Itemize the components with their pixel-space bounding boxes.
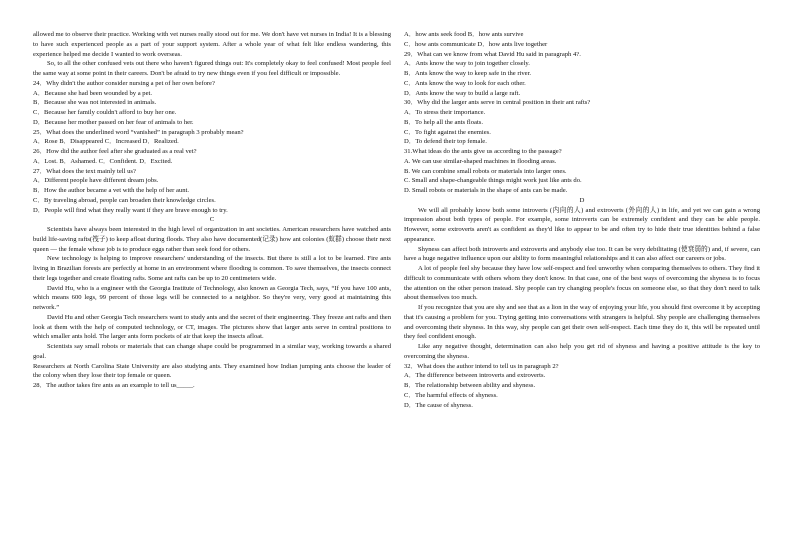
option-d: D．To defend their top female. bbox=[404, 138, 487, 146]
paragraph: Shyness can affect both introverts and extroverts and anybody else too. It can be very debilitating (使衰弱的) and, if severe, can have a huge negative influence upon our ability to form meaningful relationships and it can also affect our careers or jobs. bbox=[404, 245, 760, 263]
option-b: B. We can combine small robots or materials into larger ones. bbox=[404, 167, 567, 175]
option-b: B．To help all the ants floats. bbox=[404, 118, 484, 126]
question-stem: 26．How did the author feel after she graduated as a real vet? bbox=[33, 148, 197, 155]
question-stem: 27．What does the text mainly tell us? bbox=[33, 167, 136, 175]
question-stem: 25．What does the underlined word “vanished” in paragraph 3 probably mean? bbox=[33, 128, 244, 136]
option-b: B．How the author became a vet with the help of her aunt. bbox=[33, 187, 190, 194]
paragraph: A lot of people feel shy because they have low self-respect and feel unworthy when comparing themselves to others. They find it difficult to communicate with others whom they don't know. In that case, one of the best ways of overcoming the shyness is to focus the attention on the other person instead. Shy people can try changing people's focus on someone else, so that they don't need to talk about themselves too much. bbox=[404, 265, 760, 302]
question-stem: 29．What can we know from what David Hu said in paragraph 4?. bbox=[404, 50, 581, 58]
section-heading-c: C bbox=[209, 216, 215, 224]
paragraph: So, to all the other confused vets out there who haven't figured things out: It's completely okay to feel confused! Most people feel the same way at some point in their careers. Don't be afraid to try new things even if you feel difficult or impossible. bbox=[33, 60, 391, 77]
question-stem: 32．What does the author intend to tell us in paragraph 2? bbox=[404, 362, 559, 370]
question-27 bbox=[33, 167, 391, 216]
option-d: D．Ants know the way to build a large raft. bbox=[404, 89, 521, 97]
question-32 bbox=[404, 362, 760, 411]
option-c: C．The harmful effects of shyness. bbox=[404, 391, 498, 399]
option-c: C．Ants know the way to look for each other. bbox=[404, 79, 526, 87]
option-d: D．Because her mother passed on her fear of animals to her. bbox=[33, 118, 194, 126]
paragraph: Like any negative thought, determination can also help you get rid of shyness and having a positive attitude is the key to overcoming the shyness. bbox=[404, 343, 760, 360]
options-line: A．Lost. B．Ashamed. C．Confident. D．Excited. bbox=[33, 157, 173, 165]
question-stem: 24．Why didn't the author consider nursing a pet of her own before? bbox=[33, 79, 215, 87]
question-24 bbox=[33, 79, 391, 128]
option-a: A．Ants know the way to join together closely. bbox=[404, 60, 530, 68]
option-b: B．Because she was not interested in animals. bbox=[33, 99, 157, 107]
section-heading-d: D bbox=[579, 196, 585, 204]
paragraph: David Hu and other Georgia Tech researchers want to study ants and the secret of their engineering. They freeze ant rafts and then look at them with the help of computed technology, or CT, images. The pictures show that larger ants serve in central positions to which smaller ants hold. The larger ants form pockets of air that keep the insects afloat. bbox=[33, 313, 391, 341]
option-d: D．People will find what they really want if they are brave enough to try. bbox=[33, 206, 228, 214]
paragraph: We will all probably know both some introverts (内向的人) and extroverts (外向的人) in life, and yet we can gain a wrong impression about both types of people. For example, some introverts can be extremely confident and they can be able people. However, some extroverts aren't as confident as they'd like to appear to be and often try to hide their true identities behind a false appearance. bbox=[404, 206, 760, 243]
option-a: A．The difference between introverts and extroverts. bbox=[404, 372, 546, 380]
paragraph: Scientists say small robots or materials that can change shape could be programmed in a similar way, working towards a shared goal. bbox=[33, 343, 391, 360]
option-b: B．The relationship between ability and shyness. bbox=[404, 382, 536, 389]
question-31 bbox=[404, 147, 760, 196]
option-a: A．Different people have different dream jobs. bbox=[33, 177, 159, 185]
paragraph: Scientists have always been interested in the high level of organization in ant societies. American researchers have watched ants build life-saving rafts(筏子) to keep afloat during floods. They also have documented(记录) how ant colonies (蚁群) choose their next queen — the female whose job is to produce eggs rather than seek food for others. bbox=[33, 226, 391, 253]
question-stem: 30．Why did the larger ants serve in central position in their ant rafts? bbox=[404, 99, 591, 107]
option-c: C．By traveling abroad, people can broaden their knowledge circles. bbox=[33, 196, 216, 204]
options-line: A．how ants seek food B．how ants survive bbox=[404, 31, 524, 38]
question-stem: 31.What ideas do the ants give us according to the passage? bbox=[404, 148, 562, 155]
options-line: A．Rose B．Disappeared C．Increased D．Realized. bbox=[33, 138, 179, 146]
paragraph: Researchers at North Carolina State University are also studying ants. They examined how Indian jumping ants choose the leader of the colony when they lose their top female or queen. bbox=[33, 362, 391, 380]
option-a: A. We can use similar-shaped machines in flooding areas. bbox=[404, 157, 557, 165]
question-25 bbox=[33, 128, 391, 148]
option-d: D. Small robots or materials in the shape of ants can be made. bbox=[404, 187, 568, 194]
question-26 bbox=[33, 147, 391, 167]
paragraph: David Hu, who is a engineer with the Georgia Institute of Technology, also known as Georgia Tech, says, “If you have 100 ants, which means 600 legs, 99 percent of those legs will be connected to a neighbor. So they're very, very good at maintaining this network.” bbox=[33, 284, 391, 311]
option-c: C．Because her family couldn't afford to buy her one. bbox=[33, 109, 177, 116]
option-d: D．The cause of shyness. bbox=[404, 401, 473, 409]
option-c: C．To fight against the enemies. bbox=[404, 128, 491, 136]
paragraph: If you recognize that you are shy and see that as a lion in the way of enjoying your life, you should first overcome it by accepting that it's causing a problem for you. Trying getting into conversations with strangers is helpful. Shy people are challenging themselves and overcoming their shyness. In this way, shy people can get their own self-respect. Each time they do it, this will be repeated until they feel confident enough. bbox=[404, 304, 760, 341]
left-column bbox=[33, 30, 391, 391]
paragraph: allowed me to observe their practice. Working with vet nurses really stood out for me. We don't have vet nurses in India! It is a blessing to have such experienced people as a part of your support system. After a whole year of what felt like endless wandering, this experience helped me decide I wanted to work overseas. bbox=[33, 31, 391, 58]
question-29 bbox=[404, 50, 760, 99]
question-30 bbox=[404, 98, 760, 147]
option-c: C. Small and shape-changeable things might work just like ants do. bbox=[404, 177, 582, 185]
question-28-stem: 28．The author takes fire ants as an example to tell us_____. bbox=[33, 382, 195, 389]
option-a: A．To stress their importance. bbox=[404, 109, 486, 116]
option-b: B．Ants know the way to keep safe in the river. bbox=[404, 70, 532, 77]
paragraph: New technology is helping to improve researchers' understanding of the insects. But there is still a lot to be learned. Fire ants living in Brazilian forests are perfectly at home in an environment where flooding is common. To save themselves, the insects connect their legs together and create floating rafts. Some ant rafts can be up to 20 centimeters wide. bbox=[33, 255, 391, 282]
options-line: C．how ants communicate D．how ants live together bbox=[404, 40, 548, 48]
option-a: A．Because she had been wounded by a pet. bbox=[33, 89, 153, 97]
right-column bbox=[404, 30, 760, 410]
